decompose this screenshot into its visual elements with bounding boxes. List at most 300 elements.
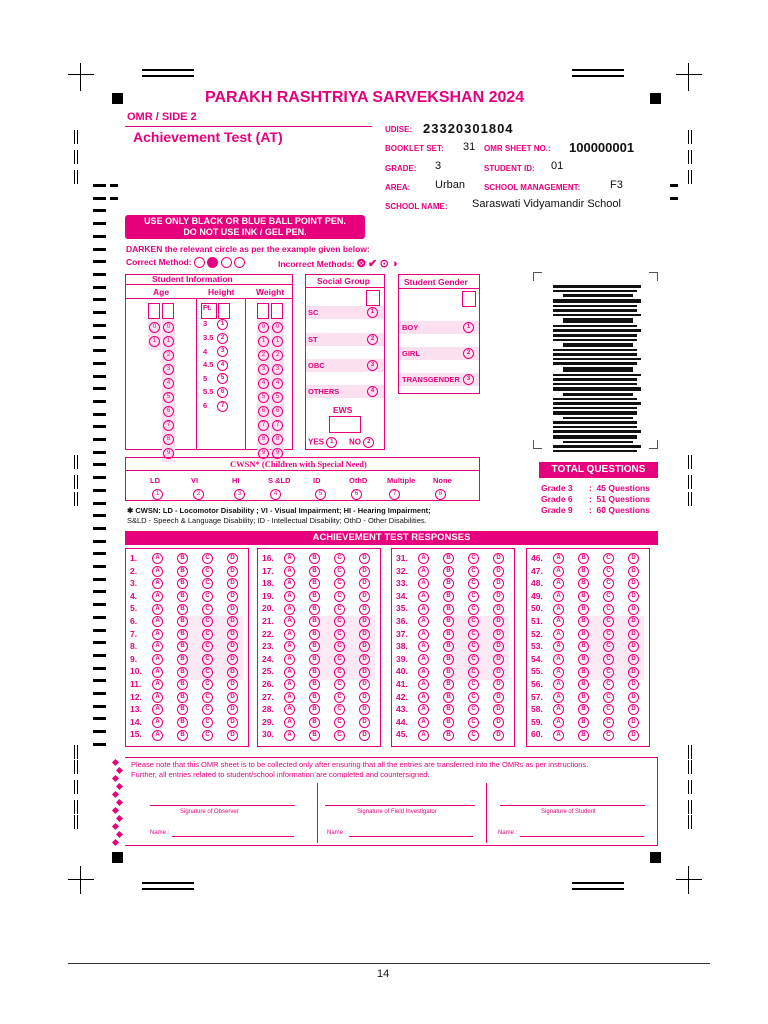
answer-bubble[interactable]: B (578, 704, 589, 715)
answer-bubble[interactable]: C (202, 704, 213, 715)
answer-bubble[interactable]: D (227, 566, 238, 577)
answer-bubble[interactable]: A (553, 553, 564, 564)
answer-bubble[interactable]: A (553, 591, 564, 602)
answer-bubble[interactable]: A (418, 604, 429, 615)
answer-bubble[interactable]: D (227, 679, 238, 690)
cwsn-bubble[interactable]: 7 (389, 489, 400, 500)
answer-bubble[interactable]: A (418, 730, 429, 741)
digit-bubble[interactable]: 6 (258, 406, 269, 417)
answer-bubble[interactable]: D (359, 717, 370, 728)
height-bubble[interactable]: 6 (217, 387, 228, 398)
gender-bubble[interactable]: 2 (463, 348, 474, 359)
answer-bubble[interactable]: A (284, 717, 295, 728)
sig-student-line[interactable] (500, 805, 645, 806)
answer-bubble[interactable]: C (603, 654, 614, 665)
digit-bubble[interactable]: 1 (258, 336, 269, 347)
answer-bubble[interactable]: B (443, 578, 454, 589)
weight-entry-2[interactable] (271, 303, 283, 319)
answer-bubble[interactable]: B (309, 566, 320, 577)
answer-bubble[interactable]: B (443, 704, 454, 715)
answer-bubble[interactable]: C (468, 654, 479, 665)
answer-bubble[interactable]: D (227, 704, 238, 715)
digit-bubble[interactable]: 9 (163, 448, 174, 459)
answer-bubble[interactable]: A (418, 717, 429, 728)
answer-bubble[interactable]: A (152, 616, 163, 627)
answer-bubble[interactable]: A (284, 578, 295, 589)
answer-bubble[interactable]: D (628, 616, 639, 627)
age-entry-1[interactable] (148, 303, 160, 319)
weight-entry-1[interactable] (257, 303, 269, 319)
answer-bubble[interactable]: A (553, 641, 564, 652)
answer-bubble[interactable]: A (553, 566, 564, 577)
answer-bubble[interactable]: C (603, 616, 614, 627)
answer-bubble[interactable]: A (152, 604, 163, 615)
answer-bubble[interactable]: D (493, 553, 504, 564)
digit-bubble[interactable]: 0 (163, 322, 174, 333)
name-observer-line[interactable] (172, 836, 294, 837)
digit-bubble[interactable]: 7 (163, 420, 174, 431)
digit-bubble[interactable]: 4 (258, 378, 269, 389)
answer-bubble[interactable]: A (152, 679, 163, 690)
digit-bubble[interactable]: 4 (163, 378, 174, 389)
answer-bubble[interactable]: C (202, 654, 213, 665)
answer-bubble[interactable]: C (202, 692, 213, 703)
social-group-bubble[interactable]: 2 (367, 334, 378, 345)
answer-bubble[interactable]: B (578, 616, 589, 627)
answer-bubble[interactable]: B (578, 717, 589, 728)
gender-bubble[interactable]: 3 (463, 374, 474, 385)
ews-yes-bubble[interactable]: 1 (326, 437, 337, 448)
answer-bubble[interactable]: B (309, 578, 320, 589)
answer-bubble[interactable]: B (443, 553, 454, 564)
height-option[interactable] (203, 333, 228, 344)
answer-bubble[interactable]: D (628, 553, 639, 564)
answer-bubble[interactable]: A (418, 654, 429, 665)
digit-bubble[interactable]: 5 (272, 392, 283, 403)
answer-bubble[interactable]: D (359, 654, 370, 665)
answer-bubble[interactable]: C (603, 604, 614, 615)
ews-entry[interactable] (329, 416, 361, 433)
answer-bubble[interactable]: D (493, 629, 504, 640)
gender-option[interactable] (399, 321, 479, 334)
answer-bubble[interactable]: A (418, 566, 429, 577)
answer-bubble[interactable]: B (578, 641, 589, 652)
answer-bubble[interactable]: C (603, 717, 614, 728)
answer-bubble[interactable]: B (443, 717, 454, 728)
answer-bubble[interactable]: B (309, 730, 320, 741)
cwsn-bubble[interactable]: 6 (351, 489, 362, 500)
height-entry-2[interactable] (218, 303, 230, 319)
answer-bubble[interactable]: C (334, 616, 345, 627)
height-bubble[interactable]: 7 (217, 401, 228, 412)
social-group-bubble[interactable]: 4 (367, 386, 378, 397)
answer-bubble[interactable]: B (309, 604, 320, 615)
answer-bubble[interactable]: C (202, 604, 213, 615)
answer-bubble[interactable]: B (443, 616, 454, 627)
height-bubble[interactable]: 3 (217, 346, 228, 357)
sig-observer-line[interactable] (150, 805, 295, 806)
answer-bubble[interactable]: C (334, 679, 345, 690)
answer-bubble[interactable]: B (177, 616, 188, 627)
answer-bubble[interactable]: C (334, 641, 345, 652)
answer-bubble[interactable]: B (443, 566, 454, 577)
ews-no-bubble[interactable]: 2 (363, 437, 374, 448)
answer-bubble[interactable]: A (284, 604, 295, 615)
answer-bubble[interactable]: B (177, 641, 188, 652)
answer-bubble[interactable]: D (359, 667, 370, 678)
answer-bubble[interactable]: B (309, 704, 320, 715)
answer-bubble[interactable]: C (603, 578, 614, 589)
answer-bubble[interactable]: C (334, 578, 345, 589)
answer-bubble[interactable]: D (493, 641, 504, 652)
answer-bubble[interactable]: C (202, 578, 213, 589)
digit-bubble[interactable]: 5 (258, 392, 269, 403)
height-option[interactable] (203, 401, 228, 412)
answer-bubble[interactable]: C (202, 717, 213, 728)
answer-bubble[interactable]: A (284, 553, 295, 564)
digit-bubble[interactable]: 1 (272, 336, 283, 347)
answer-bubble[interactable]: A (284, 629, 295, 640)
answer-bubble[interactable]: B (177, 591, 188, 602)
answer-bubble[interactable]: C (468, 641, 479, 652)
answer-bubble[interactable]: D (227, 591, 238, 602)
answer-bubble[interactable]: D (227, 604, 238, 615)
answer-bubble[interactable]: D (359, 591, 370, 602)
answer-bubble[interactable]: A (284, 667, 295, 678)
answer-bubble[interactable]: D (628, 679, 639, 690)
answer-bubble[interactable]: C (468, 553, 479, 564)
answer-bubble[interactable]: B (443, 629, 454, 640)
answer-bubble[interactable]: D (628, 730, 639, 741)
answer-bubble[interactable]: B (177, 730, 188, 741)
answer-bubble[interactable]: A (418, 679, 429, 690)
answer-bubble[interactable]: D (359, 566, 370, 577)
answer-bubble[interactable]: B (578, 591, 589, 602)
answer-bubble[interactable]: C (334, 566, 345, 577)
answer-bubble[interactable]: B (578, 654, 589, 665)
answer-bubble[interactable]: C (202, 667, 213, 678)
height-option[interactable] (203, 360, 228, 371)
digit-bubble[interactable]: 0 (272, 322, 283, 333)
answer-bubble[interactable]: A (152, 654, 163, 665)
answer-bubble[interactable]: C (334, 654, 345, 665)
answer-bubble[interactable]: A (418, 692, 429, 703)
answer-bubble[interactable]: C (334, 591, 345, 602)
digit-bubble[interactable]: 1 (149, 336, 160, 347)
social-group-option[interactable] (306, 306, 384, 319)
gender-bubble[interactable]: 1 (463, 322, 474, 333)
answer-bubble[interactable]: A (418, 667, 429, 678)
answer-bubble[interactable]: A (553, 704, 564, 715)
digit-bubble[interactable]: 2 (163, 350, 174, 361)
answer-bubble[interactable]: B (177, 704, 188, 715)
answer-bubble[interactable]: B (443, 641, 454, 652)
answer-bubble[interactable]: C (202, 566, 213, 577)
answer-bubble[interactable]: D (359, 629, 370, 640)
answer-bubble[interactable]: C (603, 692, 614, 703)
answer-bubble[interactable]: C (468, 604, 479, 615)
answer-bubble[interactable]: B (177, 578, 188, 589)
answer-bubble[interactable]: B (578, 667, 589, 678)
answer-bubble[interactable]: C (202, 553, 213, 564)
answer-bubble[interactable]: D (628, 717, 639, 728)
answer-bubble[interactable]: A (284, 704, 295, 715)
digit-bubble[interactable]: 8 (163, 434, 174, 445)
answer-bubble[interactable]: C (468, 667, 479, 678)
answer-bubble[interactable]: A (553, 717, 564, 728)
social-group-option[interactable] (306, 359, 384, 372)
digit-bubble[interactable]: 8 (258, 434, 269, 445)
height-bubble[interactable]: 5 (217, 373, 228, 384)
digit-bubble[interactable]: 1 (163, 336, 174, 347)
answer-bubble[interactable]: B (443, 679, 454, 690)
answer-bubble[interactable]: B (177, 654, 188, 665)
answer-bubble[interactable]: D (628, 578, 639, 589)
social-group-option[interactable] (306, 333, 384, 346)
digit-bubble[interactable]: 4 (272, 378, 283, 389)
answer-bubble[interactable]: D (628, 654, 639, 665)
digit-bubble[interactable]: 3 (163, 364, 174, 375)
answer-bubble[interactable]: B (578, 553, 589, 564)
answer-bubble[interactable]: D (493, 604, 504, 615)
answer-bubble[interactable]: D (628, 692, 639, 703)
answer-bubble[interactable]: C (603, 730, 614, 741)
answer-bubble[interactable]: D (227, 578, 238, 589)
answer-bubble[interactable]: D (359, 730, 370, 741)
answer-bubble[interactable]: A (284, 591, 295, 602)
answer-bubble[interactable]: D (227, 667, 238, 678)
answer-bubble[interactable]: D (359, 616, 370, 627)
answer-bubble[interactable]: B (443, 667, 454, 678)
answer-bubble[interactable]: C (334, 692, 345, 703)
height-option[interactable] (203, 346, 228, 357)
answer-bubble[interactable]: B (309, 667, 320, 678)
answer-bubble[interactable]: C (468, 730, 479, 741)
answer-bubble[interactable]: A (152, 730, 163, 741)
answer-bubble[interactable]: D (359, 704, 370, 715)
answer-bubble[interactable]: B (309, 616, 320, 627)
answer-bubble[interactable]: C (334, 704, 345, 715)
answer-bubble[interactable]: C (603, 591, 614, 602)
height-option[interactable] (203, 387, 228, 398)
answer-bubble[interactable]: B (443, 654, 454, 665)
answer-bubble[interactable]: D (493, 578, 504, 589)
social-group-entry[interactable] (366, 290, 380, 306)
answer-bubble[interactable]: C (468, 578, 479, 589)
answer-bubble[interactable]: B (443, 692, 454, 703)
answer-bubble[interactable]: C (603, 704, 614, 715)
answer-bubble[interactable]: C (334, 717, 345, 728)
answer-bubble[interactable]: A (152, 578, 163, 589)
answer-bubble[interactable]: C (603, 566, 614, 577)
answer-bubble[interactable]: D (493, 704, 504, 715)
answer-bubble[interactable]: D (628, 604, 639, 615)
cwsn-bubble[interactable]: 8 (435, 489, 446, 500)
answer-bubble[interactable]: A (284, 679, 295, 690)
answer-bubble[interactable]: C (202, 679, 213, 690)
height-bubble[interactable]: 2 (217, 333, 228, 344)
answer-bubble[interactable]: B (177, 629, 188, 640)
digit-bubble[interactable]: 6 (163, 406, 174, 417)
answer-bubble[interactable]: C (603, 667, 614, 678)
answer-bubble[interactable]: B (578, 566, 589, 577)
answer-bubble[interactable]: D (359, 578, 370, 589)
answer-bubble[interactable]: A (152, 629, 163, 640)
answer-bubble[interactable]: A (152, 717, 163, 728)
answer-bubble[interactable]: C (334, 553, 345, 564)
answer-bubble[interactable]: D (227, 692, 238, 703)
answer-bubble[interactable]: A (152, 704, 163, 715)
answer-bubble[interactable]: A (553, 604, 564, 615)
answer-bubble[interactable]: C (468, 704, 479, 715)
digit-bubble[interactable]: 2 (258, 350, 269, 361)
answer-bubble[interactable]: D (493, 667, 504, 678)
answer-bubble[interactable]: C (468, 679, 479, 690)
answer-bubble[interactable]: D (493, 679, 504, 690)
answer-bubble[interactable]: B (309, 692, 320, 703)
digit-bubble[interactable]: 9 (272, 448, 283, 459)
ews-no[interactable] (349, 437, 374, 448)
answer-bubble[interactable]: D (493, 654, 504, 665)
answer-bubble[interactable]: D (359, 553, 370, 564)
answer-bubble[interactable]: A (284, 566, 295, 577)
answer-bubble[interactable]: B (177, 692, 188, 703)
answer-bubble[interactable]: C (468, 629, 479, 640)
digit-bubble[interactable]: 5 (163, 392, 174, 403)
answer-bubble[interactable]: A (553, 667, 564, 678)
answer-bubble[interactable]: B (578, 730, 589, 741)
answer-bubble[interactable]: B (177, 717, 188, 728)
digit-bubble[interactable]: 0 (149, 322, 160, 333)
answer-bubble[interactable]: A (418, 578, 429, 589)
answer-bubble[interactable]: C (202, 730, 213, 741)
answer-bubble[interactable]: A (418, 616, 429, 627)
gender-entry[interactable] (462, 291, 476, 307)
cwsn-bubble[interactable]: 2 (193, 489, 204, 500)
answer-bubble[interactable]: B (309, 641, 320, 652)
answer-bubble[interactable]: D (359, 679, 370, 690)
answer-bubble[interactable]: A (284, 654, 295, 665)
cwsn-bubble[interactable]: 4 (270, 489, 281, 500)
answer-bubble[interactable]: B (578, 679, 589, 690)
height-bubble[interactable]: 1 (217, 319, 228, 330)
answer-bubble[interactable]: C (334, 604, 345, 615)
answer-bubble[interactable]: C (603, 629, 614, 640)
height-entry[interactable] (201, 303, 217, 319)
answer-bubble[interactable]: A (553, 578, 564, 589)
digit-bubble[interactable]: 0 (258, 322, 269, 333)
answer-bubble[interactable]: B (309, 629, 320, 640)
answer-bubble[interactable]: C (468, 692, 479, 703)
answer-bubble[interactable]: A (553, 654, 564, 665)
cwsn-bubble[interactable]: 1 (152, 489, 163, 500)
answer-bubble[interactable]: B (443, 604, 454, 615)
answer-bubble[interactable]: A (553, 629, 564, 640)
answer-bubble[interactable]: C (603, 679, 614, 690)
answer-bubble[interactable]: D (227, 616, 238, 627)
answer-bubble[interactable]: D (493, 717, 504, 728)
answer-bubble[interactable]: C (334, 667, 345, 678)
answer-bubble[interactable]: D (628, 704, 639, 715)
answer-bubble[interactable]: C (603, 641, 614, 652)
answer-bubble[interactable]: A (284, 730, 295, 741)
answer-bubble[interactable]: D (493, 591, 504, 602)
gender-option[interactable] (399, 347, 479, 360)
answer-bubble[interactable]: A (418, 553, 429, 564)
height-bubble[interactable]: 4 (217, 360, 228, 371)
answer-bubble[interactable]: D (493, 566, 504, 577)
answer-bubble[interactable]: D (227, 654, 238, 665)
digit-bubble[interactable]: 3 (258, 364, 269, 375)
digit-bubble[interactable]: 3 (272, 364, 283, 375)
ews-yes[interactable] (308, 437, 337, 448)
cwsn-bubble[interactable]: 5 (315, 489, 326, 500)
social-group-bubble[interactable]: 1 (367, 307, 378, 318)
answer-bubble[interactable]: B (443, 591, 454, 602)
answer-bubble[interactable]: A (284, 641, 295, 652)
answer-bubble[interactable]: D (227, 730, 238, 741)
answer-bubble[interactable]: C (202, 641, 213, 652)
answer-bubble[interactable]: B (309, 717, 320, 728)
digit-bubble[interactable]: 8 (272, 434, 283, 445)
gender-option[interactable] (399, 373, 479, 386)
social-group-option[interactable] (306, 385, 384, 398)
answer-bubble[interactable]: B (578, 578, 589, 589)
digit-bubble[interactable]: 6 (272, 406, 283, 417)
answer-bubble[interactable]: A (152, 566, 163, 577)
name-investigator-line[interactable] (349, 836, 473, 837)
answer-bubble[interactable]: B (309, 654, 320, 665)
digit-bubble[interactable]: 2 (272, 350, 283, 361)
answer-bubble[interactable]: A (553, 616, 564, 627)
answer-bubble[interactable]: C (468, 566, 479, 577)
answer-bubble[interactable]: B (578, 604, 589, 615)
answer-bubble[interactable]: C (468, 591, 479, 602)
social-group-bubble[interactable]: 3 (367, 360, 378, 371)
answer-bubble[interactable]: A (152, 692, 163, 703)
answer-bubble[interactable]: D (493, 616, 504, 627)
answer-bubble[interactable]: B (309, 553, 320, 564)
answer-bubble[interactable]: A (418, 704, 429, 715)
answer-bubble[interactable]: D (493, 692, 504, 703)
answer-bubble[interactable]: C (468, 717, 479, 728)
answer-bubble[interactable]: A (418, 641, 429, 652)
answer-bubble[interactable]: D (628, 629, 639, 640)
answer-bubble[interactable]: D (359, 641, 370, 652)
answer-bubble[interactable]: A (418, 591, 429, 602)
answer-bubble[interactable]: A (152, 641, 163, 652)
answer-bubble[interactable]: B (177, 667, 188, 678)
age-entry-2[interactable] (162, 303, 174, 319)
cwsn-bubble[interactable]: 3 (234, 489, 245, 500)
answer-bubble[interactable]: C (603, 553, 614, 564)
answer-bubble[interactable]: D (628, 641, 639, 652)
answer-bubble[interactable]: A (284, 616, 295, 627)
answer-bubble[interactable]: B (177, 553, 188, 564)
height-option[interactable] (203, 319, 228, 330)
height-option[interactable] (203, 373, 228, 384)
answer-bubble[interactable]: B (443, 730, 454, 741)
answer-bubble[interactable]: A (152, 553, 163, 564)
answer-bubble[interactable]: D (227, 717, 238, 728)
answer-bubble[interactable]: A (553, 730, 564, 741)
answer-bubble[interactable]: C (468, 616, 479, 627)
answer-bubble[interactable]: A (418, 629, 429, 640)
name-student-line[interactable] (520, 836, 644, 837)
answer-bubble[interactable]: A (553, 692, 564, 703)
answer-bubble[interactable]: D (493, 730, 504, 741)
answer-bubble[interactable]: A (284, 692, 295, 703)
